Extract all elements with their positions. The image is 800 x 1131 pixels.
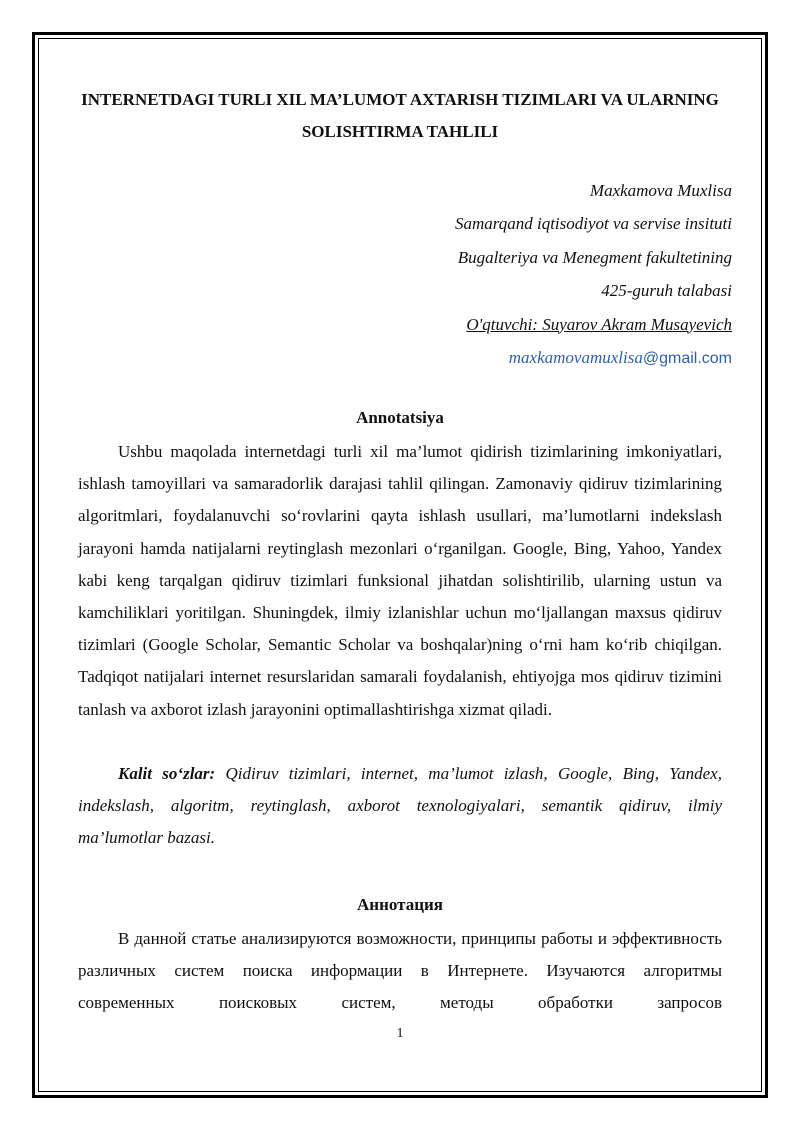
keywords-label: Kalit so‘zlar: bbox=[118, 764, 216, 783]
keywords-list: Qidiruv tizimlari, internet, ma’lumot izlash, Google, Bing, Yandex, indekslash, algoritm, reytinglash, axborot texnologiyalari, semantik qidiruv, ilmiy ma’lumotlar bazasi. bbox=[78, 764, 722, 848]
annotation-ru-heading: Аннотация bbox=[357, 895, 443, 914]
keywords-paragraph bbox=[78, 758, 722, 855]
page-number: 1 bbox=[396, 1026, 404, 1041]
author-supervisor: O'qtuvchi: Suyarov Akram Musayevich bbox=[466, 314, 732, 334]
annotation-ru-body: В данной статье анализируются возможности, принципы работы и эффективность различных систем поиска информации в Интернете. Изучаются алгоритмы современных поисковых систем, методы обработки запросов bbox=[78, 929, 722, 1013]
paper-title: INTERNETDAGI TURLI XIL MA’LUMOT AXTARISH TIZIMLARI VA ULARNING SOLISHTIRMA TAHLILI bbox=[81, 90, 719, 141]
email-user[interactable]: maxkamovamuxlisa bbox=[508, 347, 643, 367]
author-faculty: Bugalteriya va Menegment fakultetining bbox=[457, 247, 732, 267]
author-block bbox=[455, 179, 732, 379]
annotation-uz-heading: Annotatsiya bbox=[356, 408, 444, 427]
author-email[interactable] bbox=[455, 346, 732, 379]
author-group: 425-guruh talabasi bbox=[601, 281, 732, 301]
annotation-uz-body: Ushbu maqolada internetdagi turli xil ma’lumot qidirish tizimlarining imkoniyatlari, ishlash tamoyillari va samaradorlik darajasi tahlil qilingan. Zamonaviy qidiruv tizimlarining algoritmlari, foydalanuvchi so‘rovlarini qayta ishlash usullari, ma’lumotlarni indekslash jarayoni hamda natijalarni reytinglash mezonlari o‘rganilgan. Google, Bing, Yahoo, Yandex kabi keng tarqalgan qidiruv tizimlari funksional jihatdan solishtirilib, ularning ustun va kamchiliklari yoritilgan. Shuningdek, ilmiy izlanishlar uchun mo‘ljallangan maxsus qidiruv tizimlari (Google Scholar, Semantic Scholar va boshqalar)ning o‘rni ham ko‘rib chiqilgan. Tadqiqot natijalari internet resurslaridan samarali foydalanish, ehtiyojga mos qidiruv tizimini tanlash va axborot izlash jarayonini optimallashtirishga xizmat qiladi. bbox=[78, 442, 722, 719]
email-domain[interactable]: @gmail.com bbox=[642, 349, 732, 367]
author-name: Maxkamova Muxlisa bbox=[589, 181, 732, 200]
author-institution: Samarqand iqtisodiyot va servise insituti bbox=[454, 214, 732, 234]
